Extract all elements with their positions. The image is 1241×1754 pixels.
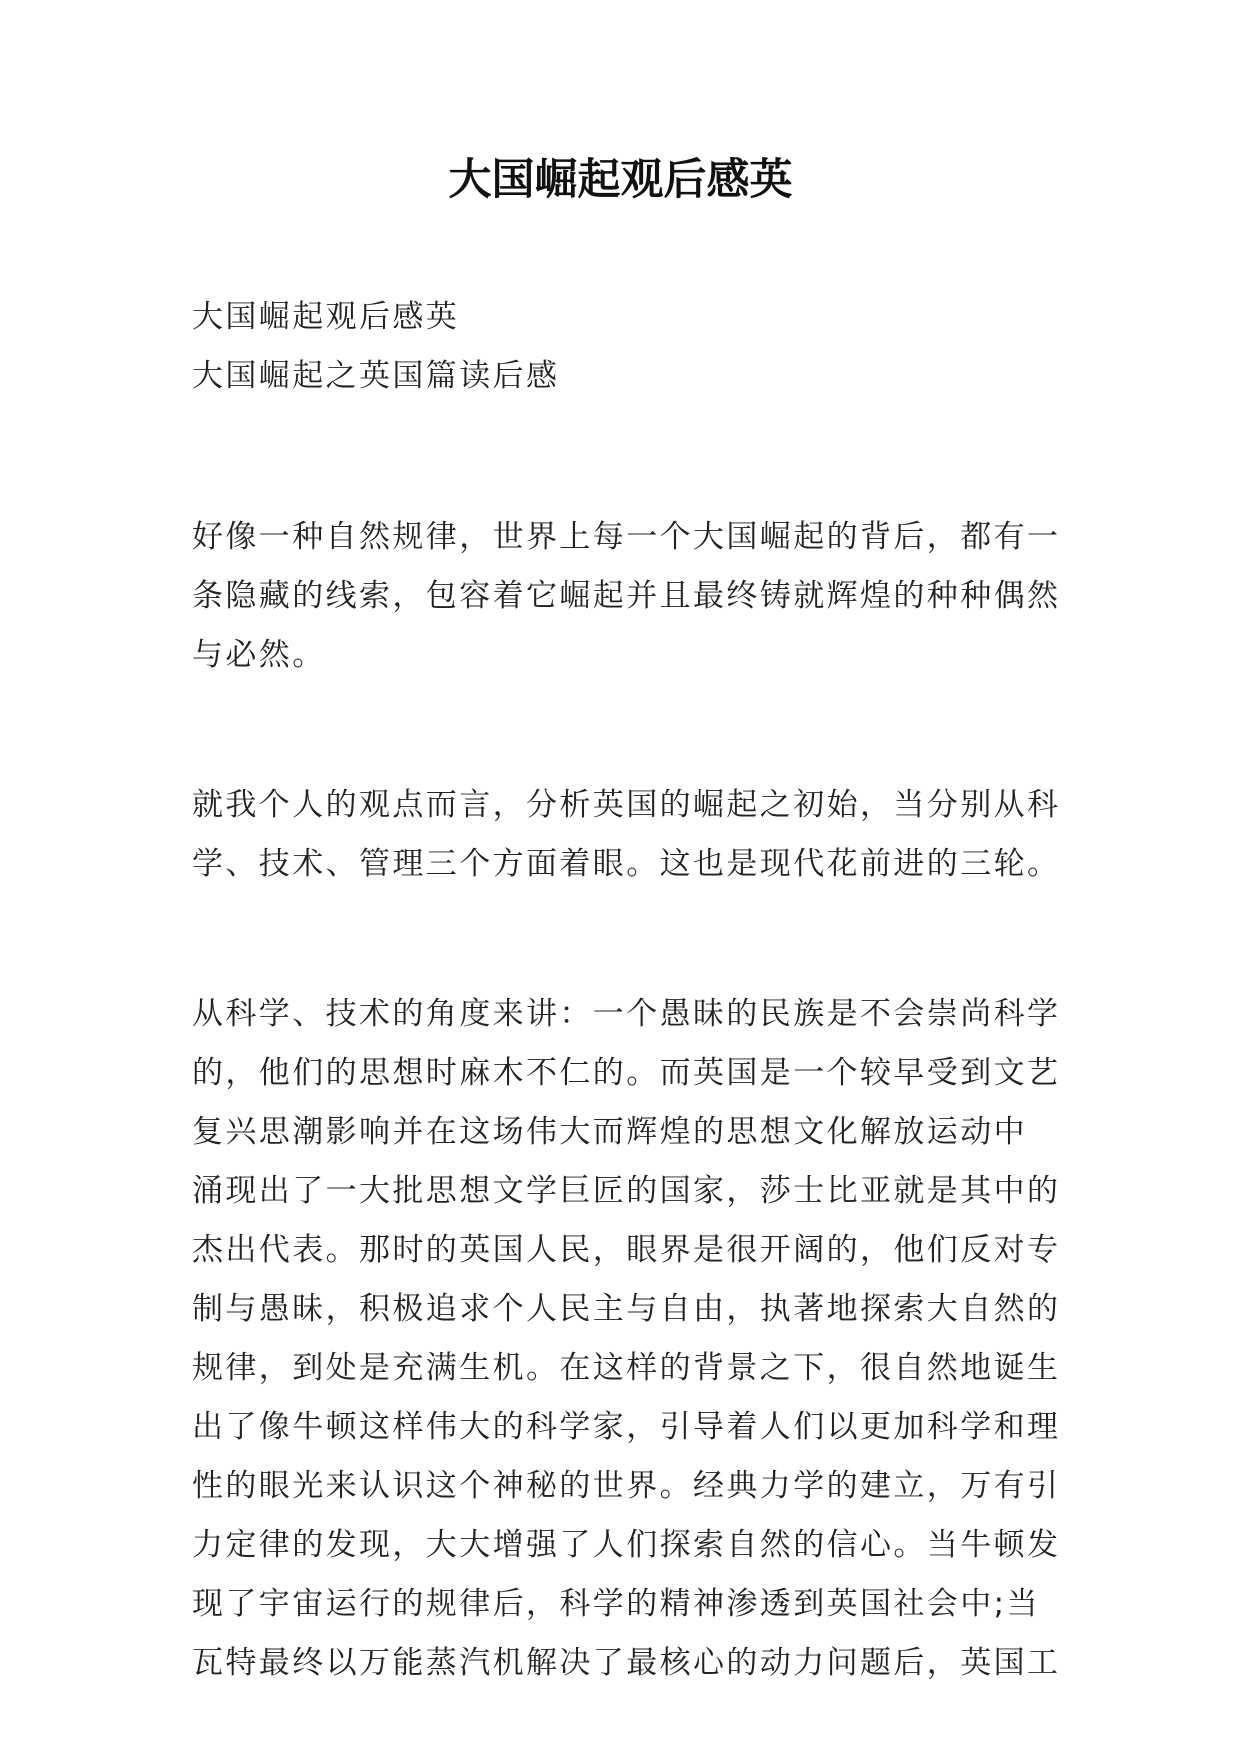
paragraph-line: 性的眼光来认识这个神秘的世界。经典力学的建立，万有引 <box>192 1468 1061 1504</box>
paragraph <box>192 508 1072 685</box>
paragraph-line: 的，他们的思想时麻木不仁的。而英国是一个较早受到文艺 <box>192 1055 1061 1091</box>
subtitle-line: 大国崛起之英国篇读后感 <box>192 358 560 394</box>
paragraph-line: 就我个人的观点而言，分析英国的崛起之初始，当分别从科 <box>192 787 1061 823</box>
paragraph-gap <box>192 894 1072 985</box>
paragraph-line: 条隐藏的线索，包容着它崛起并且最终铸就辉煌的种种偶然 <box>192 578 1061 614</box>
paragraph-line: 规律，到处是充满生机。在这样的背景之下，很自然地诞生 <box>192 1350 1061 1386</box>
paragraph-line: 力定律的发现，大大增强了人们探索自然的信心。当牛顿发 <box>192 1527 1061 1563</box>
subtitle-line: 大国崛起观后感英 <box>192 299 460 335</box>
paragraph-line: 出了像牛顿这样伟大的科学家，引导着人们以更加科学和理 <box>192 1409 1061 1445</box>
paragraph-line: 涌现出了一大批思想文学巨匠的国家，莎士比亚就是其中的 <box>192 1173 1061 1209</box>
paragraph-gap <box>192 406 1072 508</box>
paragraph-line: 学、技术、管理三个方面着眼。这也是现代花前进的三轮。 <box>192 846 1061 882</box>
paragraph-line: 从科学、技术的角度来讲：一个愚昧的民族是不会崇尚科学 <box>192 996 1061 1032</box>
document-body <box>192 288 1072 1693</box>
paragraph <box>192 776 1072 894</box>
paragraph-gap <box>192 685 1072 776</box>
paragraph-line: 杰出代表。那时的英国人民，眼界是很开阔的，他们反对专 <box>192 1232 1061 1268</box>
paragraph-line: 好像一种自然规律，世界上每一个大国崛起的背后，都有一 <box>192 519 1061 555</box>
paragraph <box>192 985 1072 1693</box>
document-title: 大国崛起观后感英 <box>448 155 793 205</box>
paragraph-line: 复兴思潮影响并在这场伟大而辉煌的思想文化解放运动中 <box>192 1114 1027 1150</box>
paragraph-line: 现了宇宙运行的规律后，科学的精神渗透到英国社会中;当 <box>192 1586 1040 1622</box>
paragraph-line: 与必然。 <box>192 637 326 673</box>
subtitle-block <box>192 288 1072 406</box>
paragraph-line: 制与愚昧，积极追求个人民主与自由，执著地探索大自然的 <box>192 1291 1061 1327</box>
paragraph-line: 瓦特最终以万能蒸汽机解决了最核心的动力问题后，英国工 <box>192 1645 1061 1681</box>
